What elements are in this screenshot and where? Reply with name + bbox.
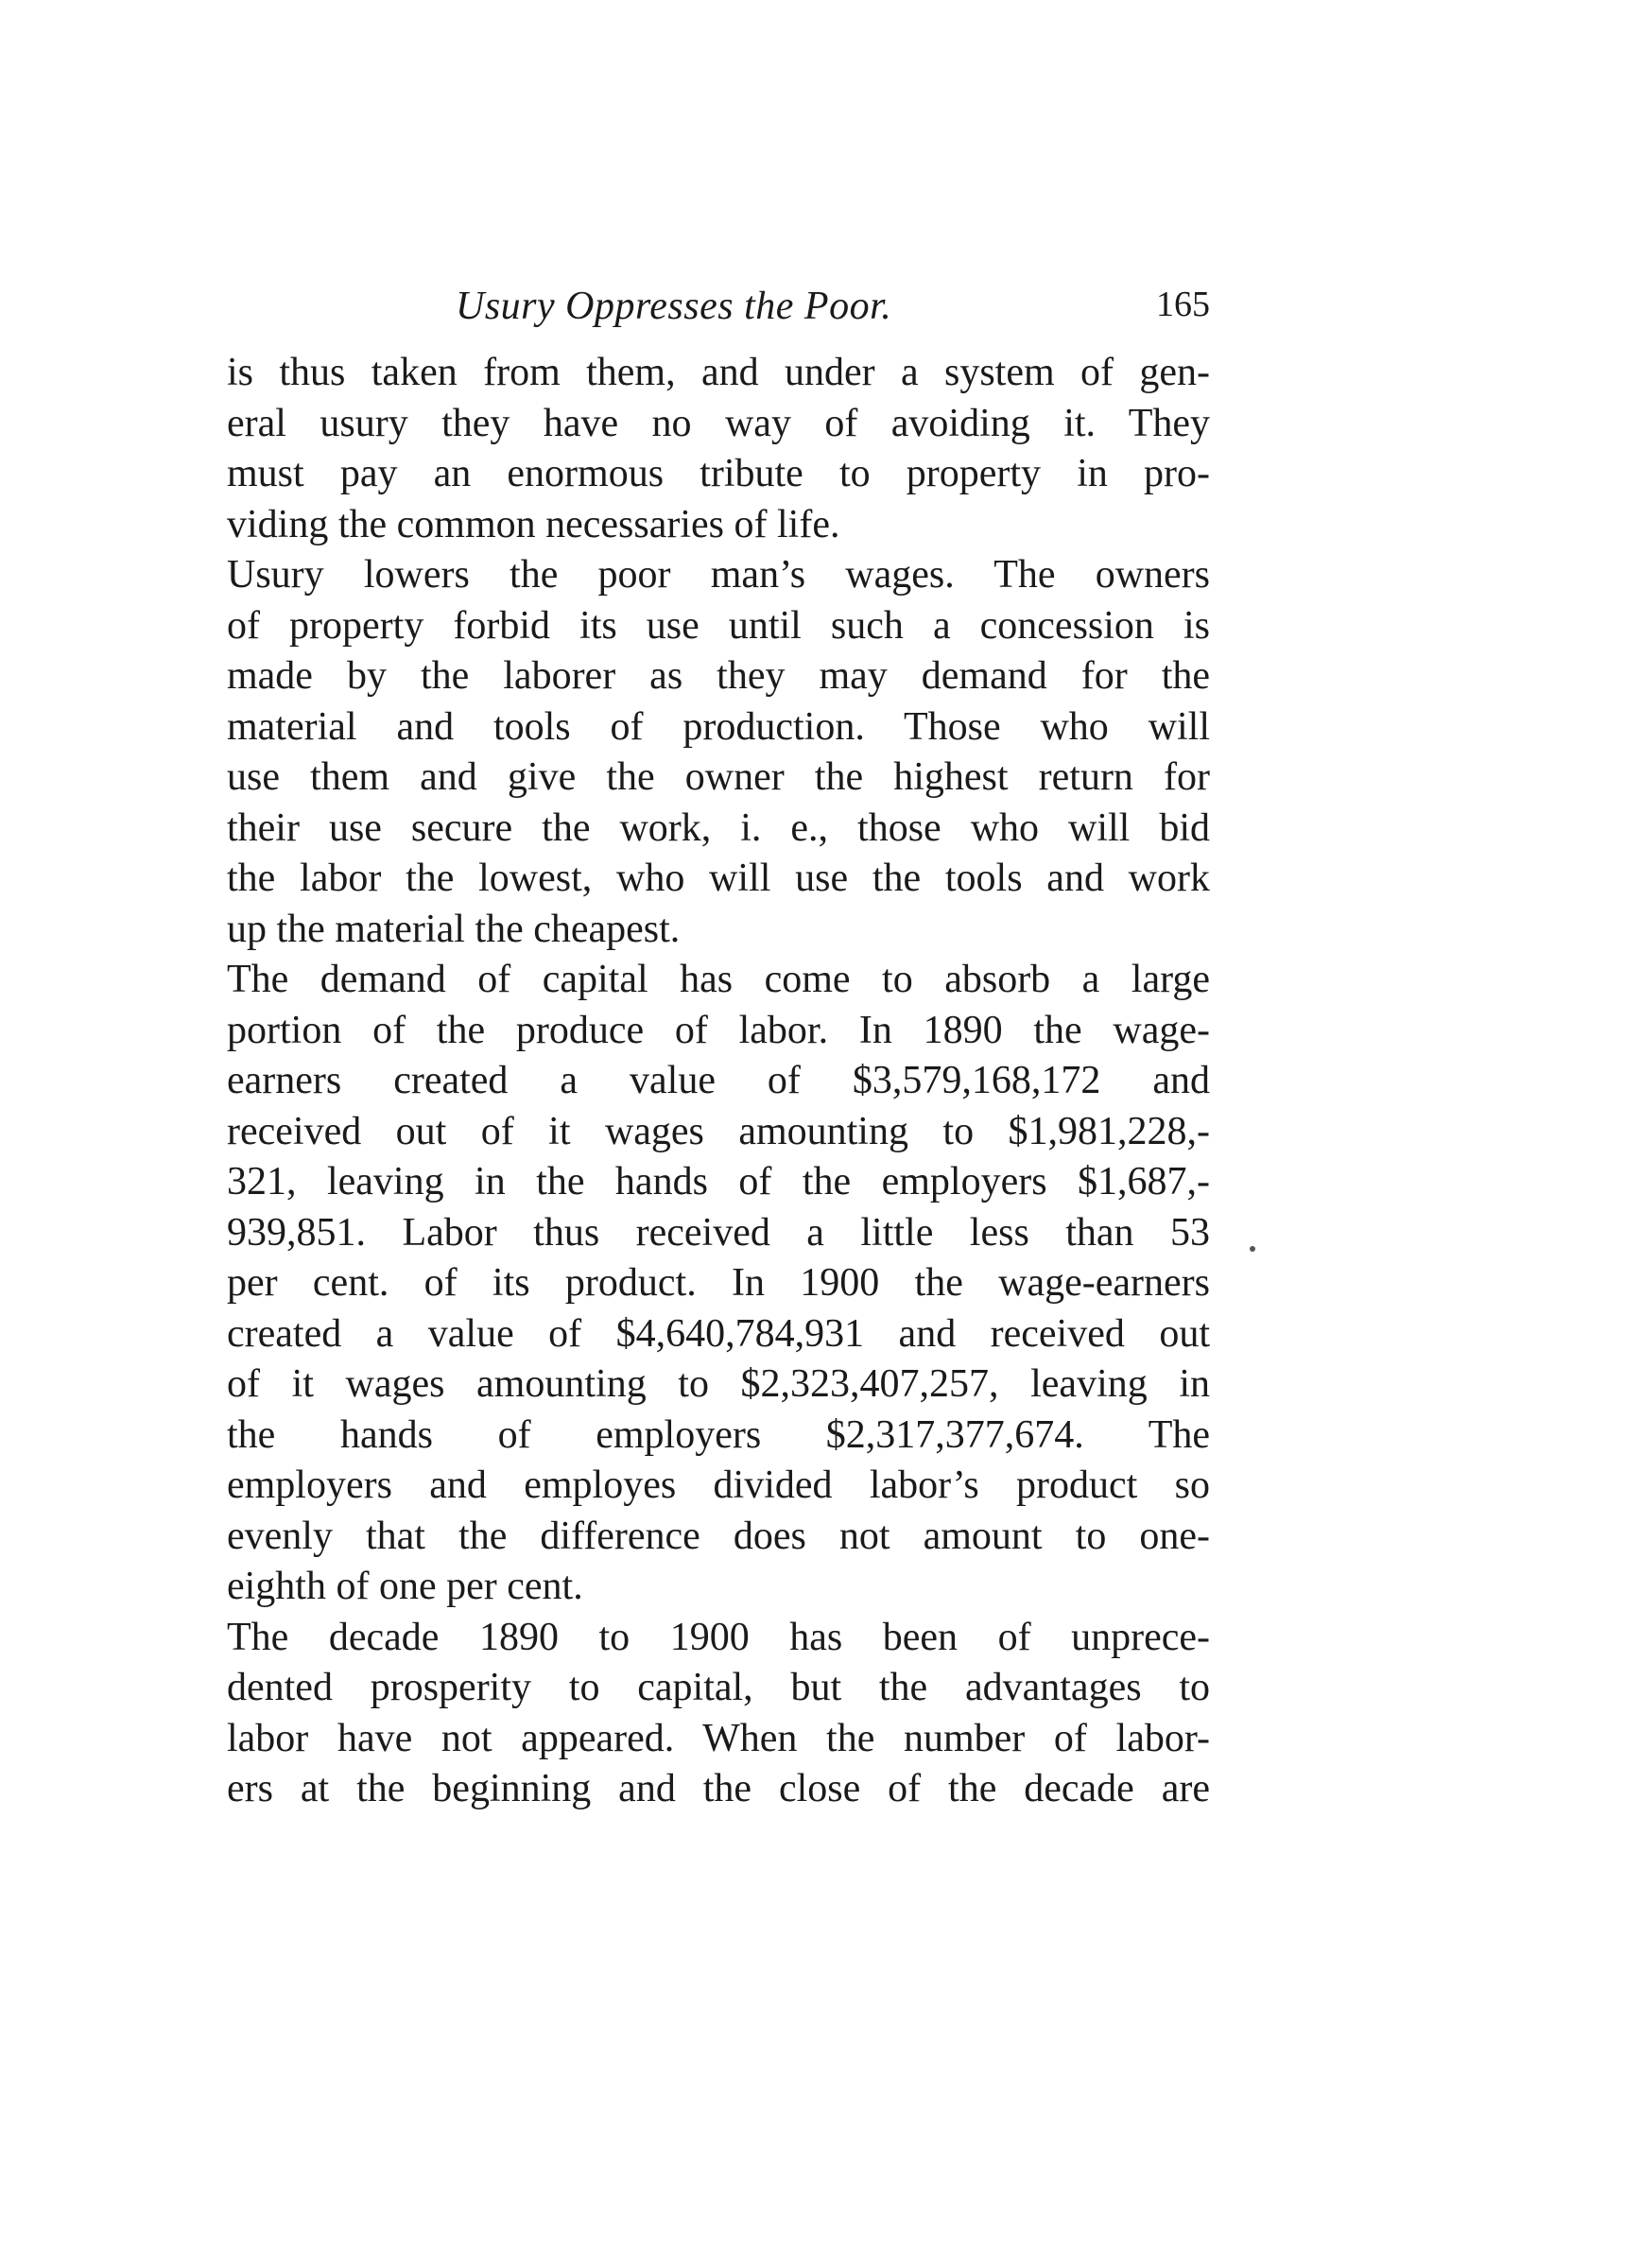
text-line: made by the laborer as they may demand for the — [227, 654, 1210, 698]
text-line: 321, leaving in the hands of the employers $1,687,- — [227, 1160, 1210, 1203]
text-line: created a value of $4,640,784,931 and received out — [227, 1311, 1210, 1356]
text-line: the hands of employers $2,317,377,674. The — [227, 1412, 1210, 1457]
paragraph-2 — [227, 550, 1210, 955]
text-line: is thus taken from them, and under a system of gen- — [227, 351, 1210, 394]
text-line: the labor the lowest, who will use the tools and work — [227, 857, 1210, 900]
body-text — [227, 348, 1210, 1815]
text-line: up the material the cheapest. — [227, 907, 681, 951]
page-number: 165 — [1156, 285, 1210, 324]
text-line: of property forbid its use until such a concession is — [227, 603, 1210, 648]
text-line: portion of the produce of labor. In 1890 the wage- — [227, 1008, 1210, 1052]
text-line: eral usury they have no way of avoiding it. They — [227, 401, 1210, 445]
running-title: Usury Oppresses the Poor. — [456, 285, 892, 328]
paragraph-4 — [227, 1613, 1210, 1815]
text-line: 939,851. Labor thus received a little less than 53 — [227, 1210, 1210, 1255]
text-line: The demand of capital has come to absorb a large — [227, 958, 1210, 1001]
margin-speck — [1250, 1246, 1255, 1252]
text-line: viding the common necessaries of life. — [227, 502, 840, 546]
paragraph-3 — [227, 955, 1210, 1613]
text-line: material and tools of production. Those who will — [227, 704, 1210, 749]
text-line: earners created a value of $3,579,168,172 and — [227, 1059, 1210, 1102]
text-line: labor have not appeared. When the number of labor- — [227, 1716, 1210, 1760]
text-line: per cent. of its product. In 1900 the wage-earners — [227, 1261, 1210, 1305]
text-line: ers at the beginning and the close of the decade are — [227, 1767, 1210, 1810]
text-line: must pay an enormous tribute to property in pro- — [227, 452, 1210, 495]
text-line: their use secure the work, i. e., those who will bid — [227, 805, 1210, 850]
text-line: evenly that the difference does not amount to one- — [227, 1514, 1210, 1558]
text-line: received out of it wages amounting to $1,981,228,- — [227, 1109, 1210, 1153]
running-head — [227, 276, 1210, 342]
text-line: employers and employes divided labor’s product so — [227, 1463, 1210, 1507]
text-line: dented prosperity to capital, but the advantages to — [227, 1666, 1210, 1709]
paragraph-1 — [227, 348, 1210, 550]
text-line: use them and give the owner the highest return for — [227, 755, 1210, 799]
text-line: Usury lowers the poor man’s wages. The owners — [227, 553, 1210, 597]
text-line: eighth of one per cent. — [227, 1565, 583, 1608]
text-line: of it wages amounting to $2,323,407,257, leaving in — [227, 1362, 1210, 1406]
text-line: The decade 1890 to 1900 has been of unprece- — [227, 1615, 1210, 1659]
